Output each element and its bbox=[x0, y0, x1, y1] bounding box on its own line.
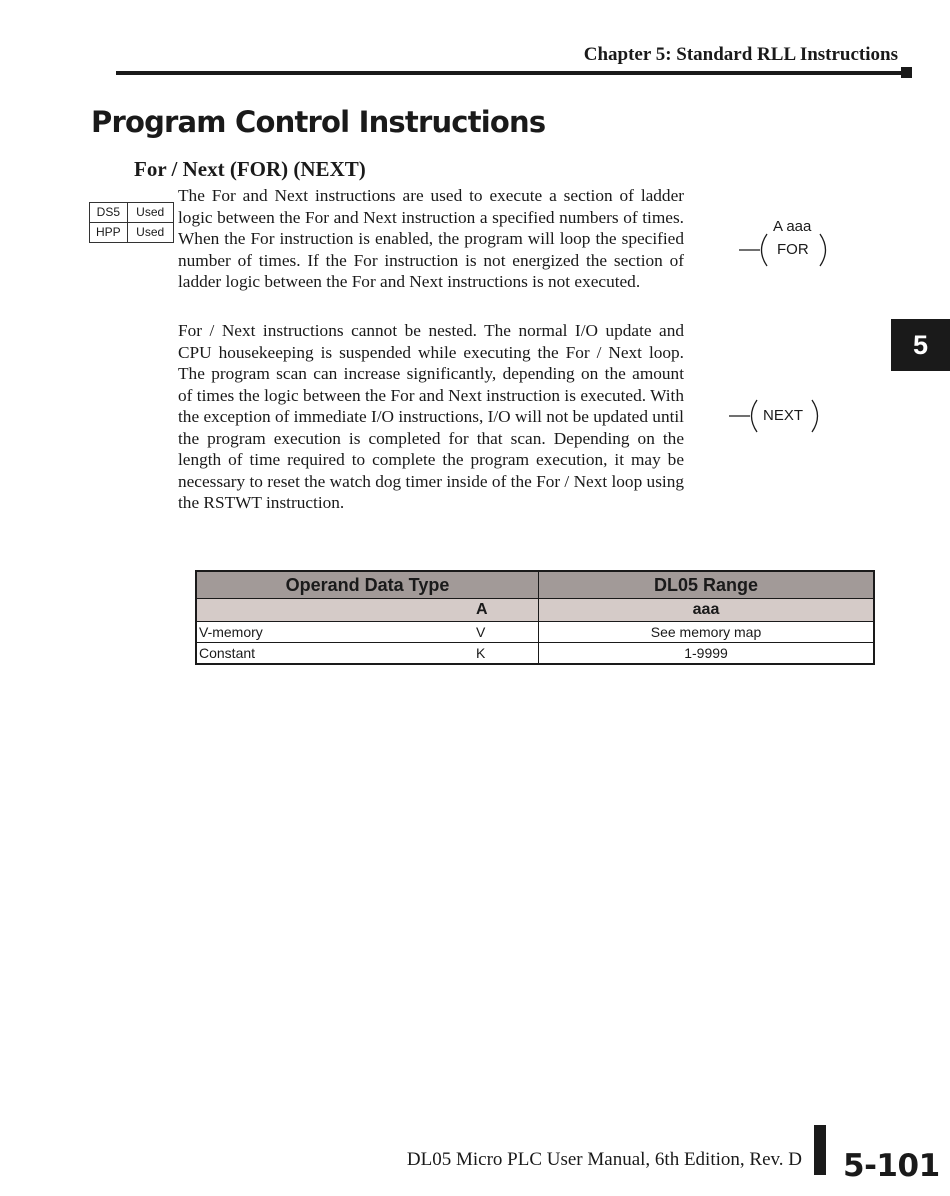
section-title: For / Next (FOR) (NEXT) bbox=[134, 157, 366, 181]
body-paragraph-2: For / Next instructions cannot be nested. The normal I/O update and CPU housekeeping is suspended while executing the For / Next loop. The program scan can increase significantly, depending on the amount of times the logic between the For and Next instruction is executed. With the exception of immediate I/O instructions, I/O will not be updated until the program execution is completed for that scan. Depending on the length of time required to complete the program execution, it may be necessary to reset the watch dog timer inside of the For / Next loop using the RSTWT instruction. bbox=[178, 321, 684, 512]
operand-type: Constant bbox=[199, 645, 256, 661]
subheader-range: aaa bbox=[539, 599, 875, 622]
operand-table-header bbox=[196, 571, 874, 599]
operand-code: V bbox=[476, 624, 486, 640]
operand-range: 1-9999 bbox=[539, 643, 875, 665]
page-number: 5-101 bbox=[843, 1148, 940, 1184]
header-rule bbox=[116, 71, 902, 75]
usage-row bbox=[90, 203, 174, 223]
operand-type: V-memory bbox=[199, 624, 263, 640]
usage-table bbox=[89, 202, 174, 243]
for-coil-label: FOR bbox=[777, 241, 809, 258]
usage-row bbox=[90, 223, 174, 243]
subheader-operand: A bbox=[476, 601, 488, 618]
usage-status: Used bbox=[127, 203, 173, 223]
operand-code: K bbox=[476, 645, 486, 661]
footer-manual-title: DL05 Micro PLC User Manual, 6th Edition, Rev. D bbox=[406, 1149, 802, 1170]
operand-table-subheader bbox=[196, 599, 874, 622]
usage-device: HPP bbox=[90, 223, 128, 243]
subheader-operand-cell bbox=[196, 599, 539, 622]
for-coil-symbol bbox=[736, 216, 836, 270]
header-rule-end-mark bbox=[901, 67, 912, 78]
table-row bbox=[196, 643, 874, 665]
for-parameter-label: A aaa bbox=[773, 218, 812, 235]
subheader-operand-split bbox=[199, 601, 536, 619]
body-paragraph-1: The For and Next instructions are used to execute a section of ladder logic between the For and Next instruction a specified numbers of times. When the For instruction is enabled, the program will loop the specified number of times. If the For instruction is not energized the section of ladder logic between the For and Next instructions is not executed. bbox=[178, 186, 684, 291]
page-title: Program Control Instructions bbox=[91, 105, 546, 139]
usage-device: DS5 bbox=[90, 203, 128, 223]
header-operand-data-type: Operand Data Type bbox=[196, 571, 539, 599]
operand-range: See memory map bbox=[539, 622, 875, 643]
chapter-tab: 5 bbox=[891, 319, 950, 371]
table-row bbox=[196, 622, 874, 643]
header-dl05-range: DL05 Range bbox=[539, 571, 875, 599]
footer-bar bbox=[814, 1125, 826, 1175]
operand-type-cell bbox=[196, 643, 539, 665]
operand-table bbox=[195, 570, 875, 665]
running-header: Chapter 5: Standard RLL Instructions bbox=[583, 44, 898, 65]
operand-type-split bbox=[199, 624, 536, 640]
usage-status: Used bbox=[127, 223, 173, 243]
next-coil-symbol bbox=[726, 398, 826, 436]
operand-type-split bbox=[199, 645, 536, 661]
next-coil-label: NEXT bbox=[763, 407, 804, 424]
operand-type-cell bbox=[196, 622, 539, 643]
